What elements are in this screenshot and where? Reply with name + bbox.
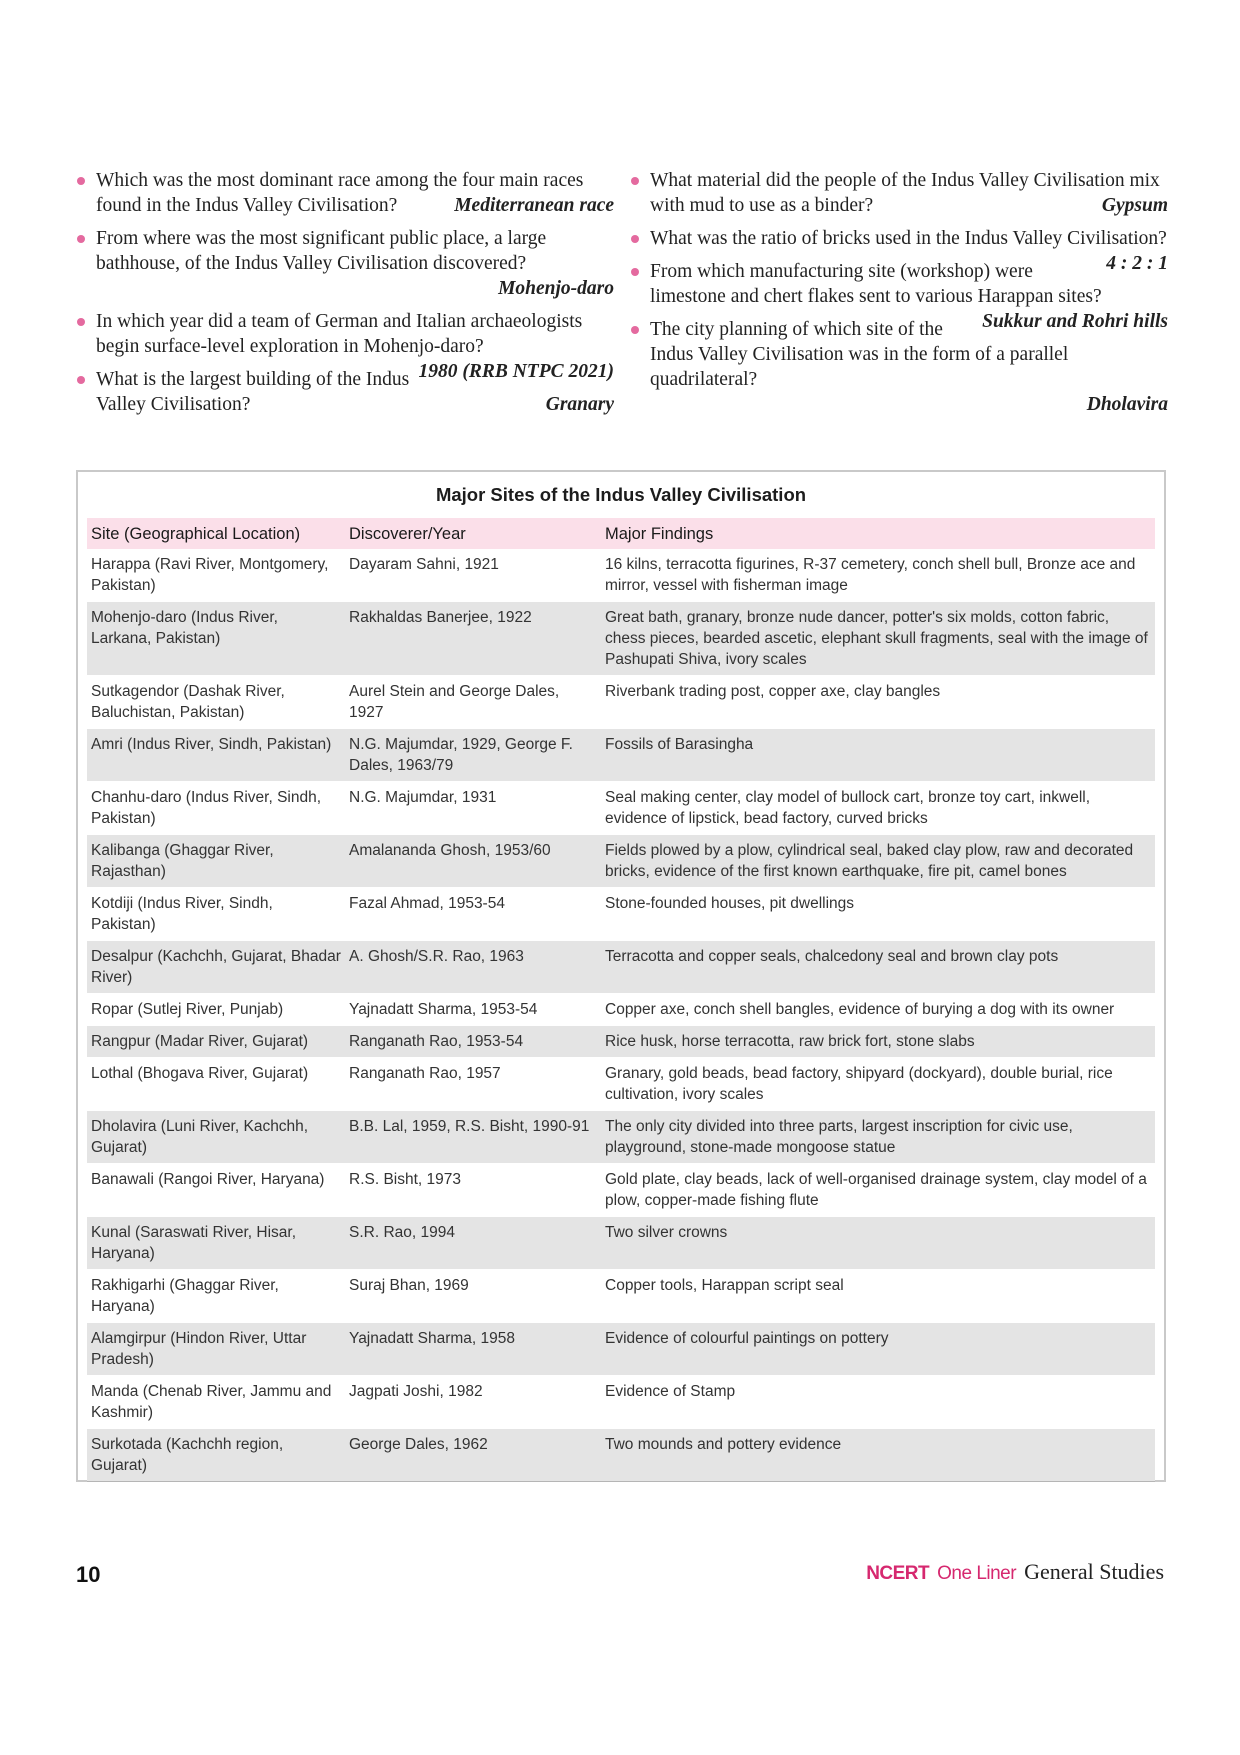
cell-discoverer: Aurel Stein and George Dales, 1927 (349, 683, 560, 721)
cell-site: Chanhu-daro (Indus River, Sindh, Pakistan) (91, 789, 322, 827)
qa-answer: 1980 (RRB NTPC 2021) (418, 361, 614, 382)
table-row (87, 602, 1155, 676)
qa-answer: Granary (545, 394, 614, 415)
cell-discoverer: Jagpati Joshi, 1982 (349, 1383, 483, 1400)
cell-discoverer: Amalananda Ghosh, 1953/60 (345, 835, 601, 888)
cell-discoverer: N.G. Majumdar, 1929, George F. Dales, 1963/79 (345, 729, 601, 782)
cell-site: Kalibanga (Ghaggar River, Rajasthan) (87, 835, 345, 888)
qa-question: In which year did a team of German and Italian archaeologists begin surface-level exploration in Mohenjo-daro? (96, 311, 583, 357)
cell-findings: Copper axe, conch shell bangles, evidence of burying a dog with its owner (605, 1001, 1115, 1018)
cell-site: Sutkagendor (Dashak River, Baluchistan, Pakistan) (91, 683, 285, 721)
qa-question: From which manufacturing site (workshop) were limestone and chert flakes sent to various Harappan sites? (650, 261, 1102, 307)
cell-findings: Fossils of Barasingha (601, 729, 1155, 782)
qa-item (76, 168, 614, 218)
qa-item (76, 309, 614, 382)
cell-site: Manda (Chenab River, Jammu and Kashmir) (91, 1383, 332, 1421)
table-row (87, 835, 1155, 888)
cell-findings: Granary, gold beads, bead factory, shipyard (dockyard), double burial, rice cultivation, ivory scales (605, 1065, 1113, 1103)
cell-site: Harappa (Ravi River, Montgomery, Pakistan) (91, 556, 329, 594)
table-row (87, 888, 1155, 941)
cell-discoverer: Suraj Bhan, 1969 (349, 1277, 469, 1294)
cell-site: Surkotada (Kachchh region, Gujarat) (87, 1429, 345, 1482)
cell-site: Rangpur (Madar River, Gujarat) (87, 1026, 345, 1058)
qa-item (76, 226, 614, 301)
header-findings: Major Findings (601, 518, 1155, 549)
qa-answer: Sukkur and Rohri hills (982, 311, 1168, 332)
qa-item (630, 259, 1168, 332)
qa-answer: Gypsum (1101, 195, 1168, 216)
questions-left-column (76, 168, 614, 425)
table-row (87, 549, 1155, 602)
table-row (87, 729, 1155, 782)
cell-site: Rakhigarhi (Ghaggar River, Haryana) (91, 1277, 279, 1315)
cell-site: Alamgirpur (Hindon River, Uttar Pradesh) (87, 1323, 345, 1376)
table-row (87, 1111, 1155, 1164)
cell-findings: Riverbank trading post, copper axe, clay bangles (605, 683, 941, 700)
cell-site: Desalpur (Kachchh, Gujarat, Bhadar River) (87, 941, 345, 994)
qa-item (630, 317, 1168, 417)
cell-findings: Great bath, granary, bronze nude dancer, potter's six molds, cotton fabric, chess pieces, bearded ascetic, elephant skull fragments, seal with the image of Pashupati Shiva, ivory scales (601, 602, 1155, 676)
brand-ncert: NCERT (866, 1563, 930, 1584)
table-row (87, 994, 1155, 1026)
header-discoverer: Discoverer/Year (345, 518, 601, 549)
cell-discoverer: Rakhaldas Banerjee, 1922 (345, 602, 601, 676)
questions-section (76, 168, 1168, 425)
qa-question: Which was the most dominant race among the four main races found in the Indus Valley Civilisation? (96, 170, 584, 216)
cell-discoverer: A. Ghosh/S.R. Rao, 1963 (345, 941, 601, 994)
qa-question: What material did the people of the Indus Valley Civilisation mix with mud to use as a binder? (650, 170, 1160, 216)
qa-item (630, 226, 1168, 274)
cell-site: Kotdiji (Indus River, Sindh, Pakistan) (91, 895, 273, 933)
cell-findings: Evidence of colourful paintings on pottery (601, 1323, 1155, 1376)
qa-answer: Dholavira (1086, 394, 1168, 415)
qa-question: From where was the most significant public place, a large bathhouse, of the Indus Valley Civilisation discovered? (96, 228, 547, 274)
qa-answer: Mediterranean race (454, 195, 614, 216)
cell-discoverer: B.B. Lal, 1959, R.S. Bisht, 1990-91 (345, 1111, 601, 1164)
table-row (87, 1323, 1155, 1376)
table-row (87, 1026, 1155, 1058)
cell-site: Kunal (Saraswati River, Hisar, Haryana) (87, 1217, 345, 1270)
qa-answer: Mohenjo-daro (498, 278, 614, 299)
cell-findings: Gold plate, clay beads, lack of well-organised drainage system, clay model of a plow, copper-made fishing flute (605, 1171, 1147, 1209)
cell-discoverer: Ranganath Rao, 1953-54 (345, 1026, 601, 1058)
brand-general-studies: General Studies (1024, 1559, 1164, 1584)
cell-site: Banawali (Rangoi River, Haryana) (91, 1171, 325, 1188)
cell-findings: The only city divided into three parts, largest inscription for civic use, playground, stone-made mongoose statue (601, 1111, 1155, 1164)
qa-question: What was the ratio of bricks used in the Indus Valley Civilisation? (650, 228, 1167, 249)
table-row (87, 782, 1155, 835)
table-row (87, 1429, 1155, 1482)
cell-site: Dholavira (Luni River, Kachchh, Gujarat) (87, 1111, 345, 1164)
table-row (87, 1058, 1155, 1111)
table-row (87, 1217, 1155, 1270)
qa-answer: 4 : 2 : 1 (1106, 253, 1168, 274)
cell-findings: Copper tools, Harappan script seal (605, 1277, 844, 1294)
table-row (87, 1164, 1155, 1217)
cell-findings: Evidence of Stamp (605, 1383, 736, 1400)
cell-findings: Rice husk, horse terracotta, raw brick fort, stone slabs (601, 1026, 1155, 1058)
qa-question: What is the largest building of the Indus Valley Civilisation? (96, 369, 410, 415)
table-row (87, 676, 1155, 729)
table-title: Major Sites of the Indus Valley Civilisation (435, 484, 807, 505)
cell-findings: Two silver crowns (601, 1217, 1155, 1270)
sites-table (87, 518, 1155, 1482)
brand-one-liner: One Liner (937, 1563, 1017, 1584)
cell-discoverer: N.G. Majumdar, 1931 (349, 789, 497, 806)
cell-discoverer: R.S. Bisht, 1973 (349, 1171, 462, 1188)
cell-discoverer: Yajnadatt Sharma, 1953-54 (349, 1001, 538, 1018)
cell-site: Amri (Indus River, Sindh, Pakistan) (87, 729, 345, 782)
cell-findings: Stone-founded houses, pit dwellings (605, 895, 855, 912)
cell-discoverer: Yajnadatt Sharma, 1958 (345, 1323, 601, 1376)
table-row (87, 941, 1155, 994)
cell-findings: Seal making center, clay model of bullock cart, bronze toy cart, inkwell, evidence of lipstick, bead factory, curved bricks (605, 789, 1091, 827)
brand-footer (866, 1559, 1164, 1585)
cell-discoverer: Dayaram Sahni, 1921 (349, 556, 499, 573)
qa-item (76, 367, 614, 417)
table-header-row (87, 518, 1155, 549)
header-site: Site (Geographical Location) (87, 518, 345, 549)
questions-right-column (630, 168, 1168, 425)
cell-discoverer: Fazal Ahmad, 1953-54 (349, 895, 505, 912)
page-number: 10 (76, 1562, 101, 1587)
table-row (87, 1376, 1155, 1429)
qa-item (630, 168, 1168, 218)
table-row (87, 1270, 1155, 1323)
cell-site: Mohenjo-daro (Indus River, Larkana, Pakistan) (87, 602, 345, 676)
cell-site: Ropar (Sutlej River, Punjab) (91, 1001, 284, 1018)
cell-discoverer: George Dales, 1962 (345, 1429, 601, 1482)
cell-site: Lothal (Bhogava River, Gujarat) (91, 1065, 309, 1082)
sites-table-box (76, 470, 1166, 1482)
cell-findings: Two mounds and pottery evidence (601, 1429, 1155, 1482)
cell-findings: Fields plowed by a plow, cylindrical seal, baked clay plow, raw and decorated bricks, evidence of the first known earthquake, fire pit, camel bones (601, 835, 1155, 888)
cell-findings: 16 kilns, terracotta figurines, R-37 cemetery, conch shell bull, Bronze ace and mirror, vessel with fisherman image (605, 556, 1136, 594)
cell-discoverer: Ranganath Rao, 1957 (349, 1065, 501, 1082)
cell-findings: Terracotta and copper seals, chalcedony seal and brown clay pots (601, 941, 1155, 994)
cell-discoverer: S.R. Rao, 1994 (345, 1217, 601, 1270)
qa-question: The city planning of which site of the Indus Valley Civilisation was in the form of a parallel quadrilateral? (650, 319, 1069, 390)
